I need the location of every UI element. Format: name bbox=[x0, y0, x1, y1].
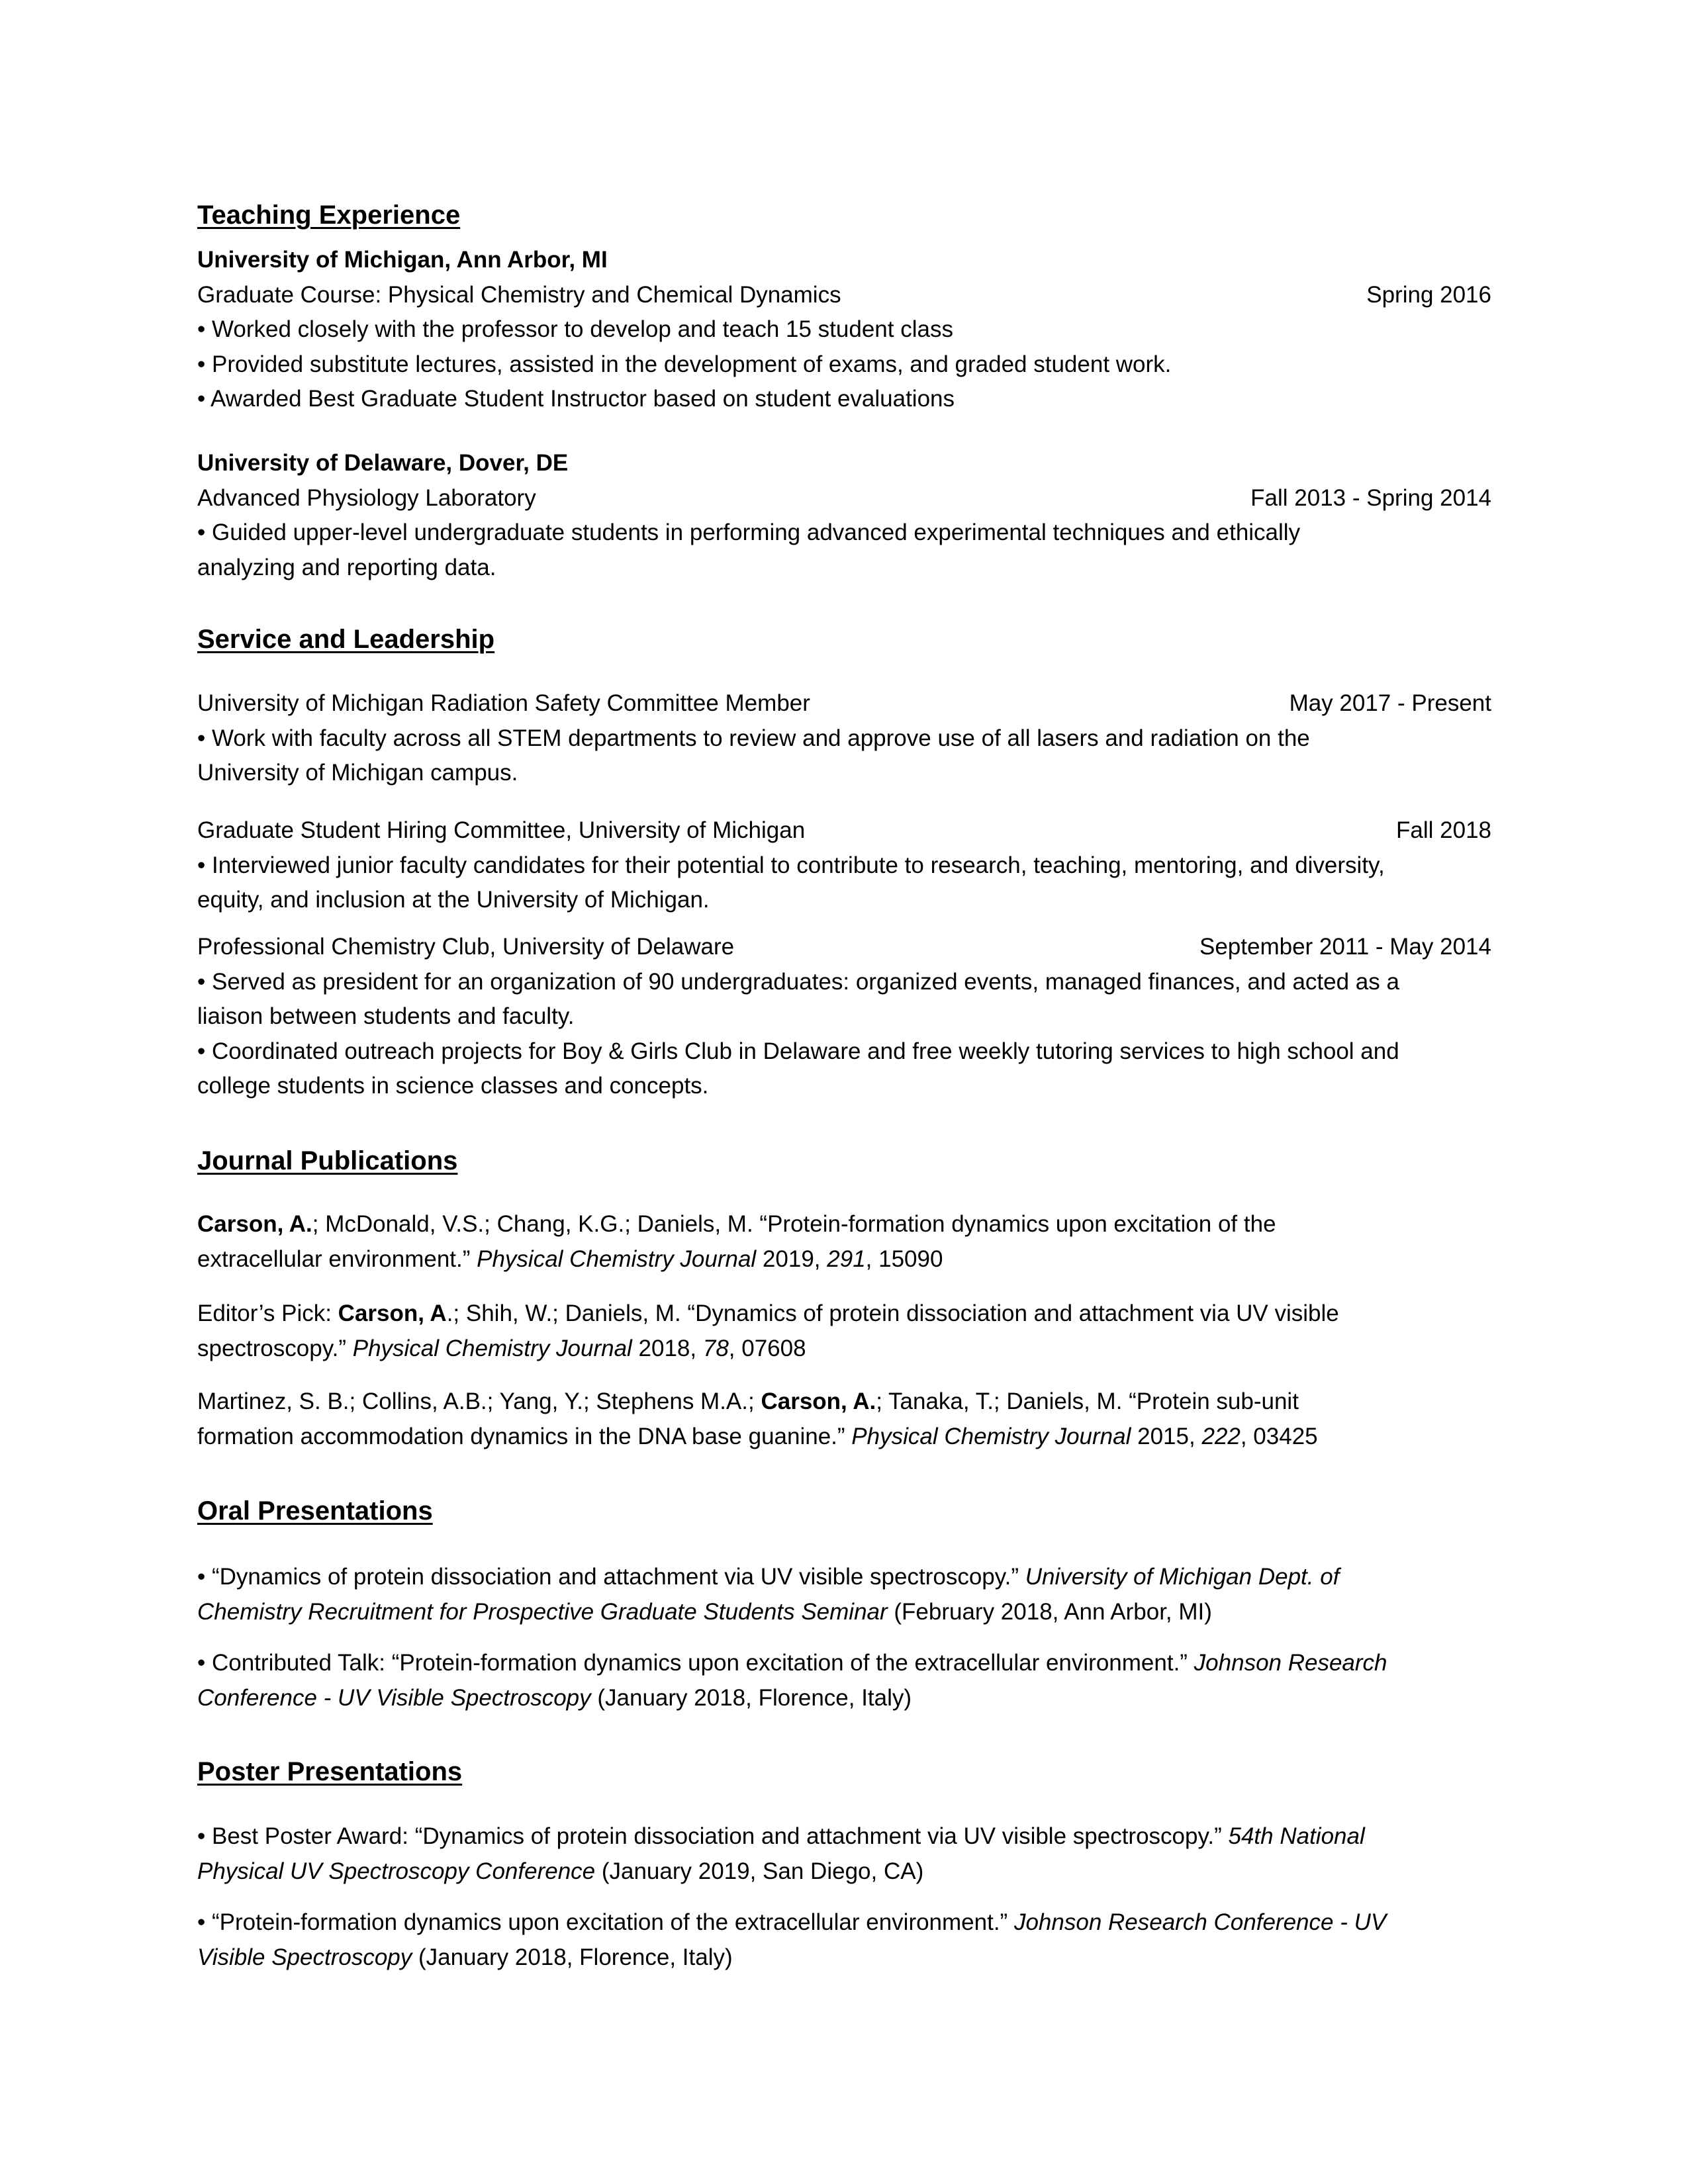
section-heading-oral: Oral Presentations bbox=[197, 1496, 433, 1525]
presentation-line bbox=[197, 1646, 1491, 1681]
entry-organization: University of Delaware, Dover, DE bbox=[197, 450, 569, 476]
publication-volume: 78 bbox=[702, 1335, 729, 1361]
entry-role-row bbox=[197, 278, 1491, 313]
author-highlight: Carson, A. bbox=[197, 1211, 312, 1237]
teaching-entry bbox=[197, 243, 1491, 417]
service-entry bbox=[197, 686, 1491, 791]
section-heading-service: Service and Leadership bbox=[197, 625, 495, 654]
section-heading-poster: Poster Presentations bbox=[197, 1757, 463, 1786]
publication-pages: , 07608 bbox=[728, 1335, 806, 1361]
publication-line bbox=[197, 1297, 1491, 1332]
presentation-line bbox=[197, 1595, 1491, 1630]
publication-authors-title: ; Tanaka, T.; Daniels, M. “Protein sub-unit bbox=[876, 1388, 1299, 1414]
bullet-item: • Served as president for an organization of 90 undergraduates: organized events, managed finances, and acted as a bbox=[197, 968, 1399, 995]
oral-presentation-item bbox=[197, 1560, 1491, 1629]
publication-line bbox=[197, 1385, 1491, 1420]
publication-authors-title: .; Shih, W.; Daniels, M. “Dynamics of protein dissociation and attachment via UV visible bbox=[446, 1300, 1339, 1326]
publication-year: 2018, bbox=[632, 1335, 703, 1361]
author-highlight: Carson, A. bbox=[761, 1388, 876, 1414]
entry-date: Fall 2013 - Spring 2014 bbox=[1250, 484, 1491, 511]
publication-item bbox=[197, 1207, 1491, 1277]
entry-role-row bbox=[197, 930, 1491, 965]
publication-item bbox=[197, 1385, 1491, 1454]
presentation-venue: Johnson Research Conference - UV bbox=[1013, 1909, 1387, 1935]
bullet-continuation: analyzing and reporting data. bbox=[197, 554, 496, 580]
entry-role: University of Michigan Radiation Safety Committee Member bbox=[197, 690, 810, 716]
entry-role: Advanced Physiology Laboratory bbox=[197, 484, 536, 511]
bullet-item: • Guided upper-level undergraduate students in performing advanced experimental techniques and ethically bbox=[197, 520, 1301, 545]
bullet-continuation: college students in science classes and concepts. bbox=[197, 1073, 709, 1099]
presentation-venue: Chemistry Recruitment for Prospective Graduate Students Seminar bbox=[197, 1598, 888, 1625]
publication-authors-title: ; McDonald, V.S.; Chang, K.G.; Daniels, M. “Protein-formation dynamics upon excitation of the bbox=[312, 1211, 1276, 1237]
author-highlight: Carson, A bbox=[338, 1300, 447, 1326]
presentation-date-location: (February 2018, Ann Arbor, MI) bbox=[887, 1598, 1212, 1625]
journal-name: Physical Chemistry Journal bbox=[851, 1423, 1131, 1449]
publication-line bbox=[197, 1207, 1491, 1242]
bullet-item: • Interviewed junior faculty candidates for their potential to contribute to research, teaching, mentoring, and diversity, bbox=[197, 852, 1385, 878]
publication-title-end: formation accommodation dynamics in the DNA base guanine.” bbox=[197, 1423, 852, 1449]
bullet-continuation: liaison between students and faculty. bbox=[197, 1003, 575, 1029]
section-heading-teaching: Teaching Experience bbox=[197, 201, 461, 230]
presentation-date-location: (January 2019, San Diego, CA) bbox=[595, 1858, 924, 1884]
presentation-line bbox=[197, 1681, 1491, 1716]
entry-date: May 2017 - Present bbox=[1289, 690, 1491, 716]
section-heading-publications: Journal Publications bbox=[197, 1146, 458, 1175]
service-entry bbox=[197, 813, 1491, 918]
entry-role: Graduate Student Hiring Committee, University of Michigan bbox=[197, 817, 806, 843]
publication-year: 2015, bbox=[1131, 1423, 1202, 1449]
bullet-item: • Worked closely with the professor to develop and teach 15 student class bbox=[197, 316, 953, 342]
publication-volume: 222 bbox=[1201, 1423, 1241, 1449]
publication-pages: , 15090 bbox=[865, 1246, 943, 1272]
presentation-venue: Conference - UV Visible Spectroscopy bbox=[197, 1684, 591, 1711]
entry-role-row bbox=[197, 813, 1491, 848]
bullet-continuation: equity, and inclusion at the University of Michigan. bbox=[197, 887, 710, 913]
presentation-line bbox=[197, 1819, 1491, 1854]
publication-volume: 291 bbox=[827, 1246, 866, 1272]
presentation-line bbox=[197, 1940, 1491, 1976]
oral-presentation-item bbox=[197, 1646, 1491, 1715]
entry-organization: University of Michigan, Ann Arbor, MI bbox=[197, 247, 608, 273]
entry-role: Professional Chemistry Club, University of Delaware bbox=[197, 934, 735, 960]
publication-prefix: Editor’s Pick: bbox=[197, 1300, 338, 1326]
entry-role: Graduate Course: Physical Chemistry and Chemical Dynamics bbox=[197, 281, 841, 308]
publication-year: 2019, bbox=[756, 1246, 827, 1272]
teaching-entry bbox=[197, 446, 1491, 585]
publication-line bbox=[197, 1420, 1491, 1455]
presentation-date-location: (January 2018, Florence, Italy) bbox=[590, 1684, 912, 1711]
presentation-title: • Best Poster Award: “Dynamics of protein dissociation and attachment via UV visible spectroscopy.” bbox=[197, 1823, 1229, 1849]
service-entry bbox=[197, 930, 1491, 1104]
poster-presentation-item bbox=[197, 1819, 1491, 1889]
entry-date: Spring 2016 bbox=[1366, 281, 1491, 308]
presentation-venue: University of Michigan Dept. of bbox=[1025, 1564, 1340, 1590]
bullet-item: • Provided substitute lectures, assisted in the development of exams, and graded student work. bbox=[197, 351, 1172, 377]
presentation-title: • Contributed Talk: “Protein-formation dynamics upon excitation of the extracellular environment.” bbox=[197, 1650, 1194, 1676]
bullet-continuation: University of Michigan campus. bbox=[197, 760, 518, 786]
poster-presentation-item bbox=[197, 1905, 1491, 1975]
presentation-venue: 54th National bbox=[1228, 1823, 1365, 1849]
presentation-date-location: (January 2018, Florence, Italy) bbox=[412, 1944, 733, 1970]
bullet-item: • Coordinated outreach projects for Boy & Girls Club in Delaware and free weekly tutoring services to high school and bbox=[197, 1038, 1399, 1064]
presentation-line bbox=[197, 1560, 1491, 1595]
presentation-venue: Physical UV Spectroscopy Conference bbox=[197, 1858, 596, 1884]
publication-line bbox=[197, 1242, 1491, 1277]
presentation-venue: Visible Spectroscopy bbox=[197, 1944, 412, 1970]
entry-date: Fall 2018 bbox=[1396, 817, 1491, 843]
bullet-item: • Awarded Best Graduate Student Instructor based on student evaluations bbox=[197, 386, 955, 412]
entry-role-row bbox=[197, 481, 1491, 516]
journal-name: Physical Chemistry Journal bbox=[352, 1335, 632, 1361]
presentation-line bbox=[197, 1905, 1491, 1940]
presentation-title: • “Protein-formation dynamics upon excitation of the extracellular environment.” bbox=[197, 1909, 1014, 1935]
presentation-title: • “Dynamics of protein dissociation and attachment via UV visible spectroscopy.” bbox=[197, 1564, 1025, 1590]
publication-authors: Martinez, S. B.; Collins, A.B.; Yang, Y.; Stephens M.A.; bbox=[197, 1388, 761, 1414]
entry-date: September 2011 - May 2014 bbox=[1199, 934, 1491, 960]
entry-role-row bbox=[197, 686, 1491, 721]
publication-title-end: extracellular environment.” bbox=[197, 1246, 477, 1272]
presentation-line bbox=[197, 1854, 1491, 1889]
journal-name: Physical Chemistry Journal bbox=[477, 1246, 757, 1272]
publication-pages: , 03425 bbox=[1240, 1423, 1318, 1449]
presentation-venue: Johnson Research bbox=[1194, 1650, 1387, 1676]
publication-title-end: spectroscopy.” bbox=[197, 1335, 353, 1361]
publication-item bbox=[197, 1297, 1491, 1366]
publication-line bbox=[197, 1332, 1491, 1367]
bullet-item: • Work with faculty across all STEM departments to review and approve use of all lasers and radiation on the bbox=[197, 725, 1310, 751]
